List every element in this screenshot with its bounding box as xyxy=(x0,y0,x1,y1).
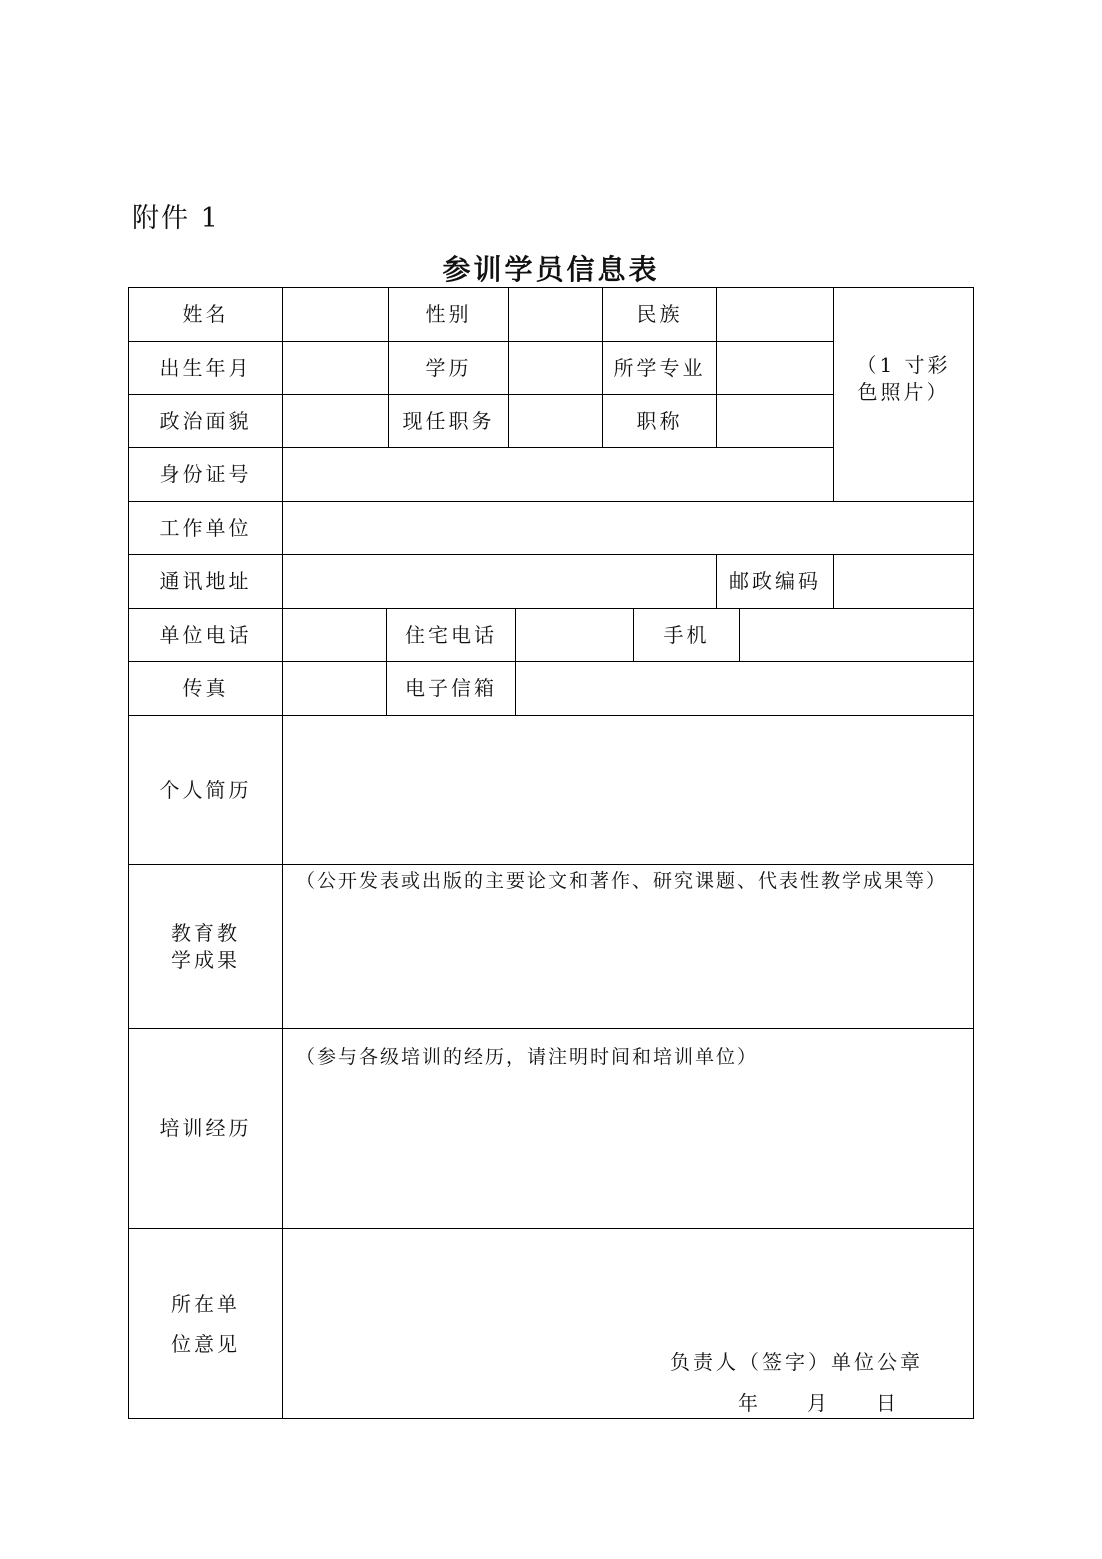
mobile-label: 手机 xyxy=(663,622,710,647)
workplace-label: 工作单位 xyxy=(159,515,252,540)
postcode-label: 邮政编码 xyxy=(729,569,821,593)
position-field[interactable] xyxy=(509,395,602,447)
birth-label: 出生年月 xyxy=(159,355,252,380)
title-rank-label: 职称 xyxy=(636,408,683,433)
id-label: 身份证号 xyxy=(159,462,252,486)
opinion-label xyxy=(129,1229,282,1418)
signature-line: 负责人（签字）单位公章 xyxy=(670,1350,923,1374)
achievements-note: （公开发表或出版的主要论文和著作、研究课题、代表性教学成果等） xyxy=(296,870,948,892)
ethnicity-field[interactable] xyxy=(717,288,833,341)
education-field[interactable] xyxy=(509,342,602,394)
gender-label: 性别 xyxy=(425,302,472,326)
table-border-right xyxy=(973,287,974,1419)
fax-label: 传真 xyxy=(182,676,229,700)
gender-field[interactable] xyxy=(509,288,602,341)
address-field[interactable] xyxy=(283,555,716,608)
home-phone-field[interactable] xyxy=(516,609,633,661)
resume-field[interactable] xyxy=(283,716,973,864)
photo-placeholder[interactable] xyxy=(834,288,973,501)
date-line: 年 月 日 xyxy=(738,1391,899,1415)
address-label: 通讯地址 xyxy=(159,569,252,593)
birth-field[interactable] xyxy=(283,342,388,394)
office-phone-field[interactable] xyxy=(283,609,386,661)
major-label: 所学专业 xyxy=(613,355,706,380)
table-border-bottom xyxy=(128,1418,974,1419)
form-title: 参训学员信息表 xyxy=(442,253,660,286)
office-phone-label: 单位电话 xyxy=(159,622,252,647)
position-label: 现任职务 xyxy=(402,408,495,433)
training-note: （参与各级培训的经历，请注明时间和培训单位） xyxy=(296,1046,759,1068)
achievements-label-text: 教育教学成果 xyxy=(171,920,240,972)
workplace-field[interactable] xyxy=(283,502,973,554)
opinion-label-text: 所在单位意见 xyxy=(171,1291,240,1356)
ethnicity-label: 民族 xyxy=(636,302,683,326)
mobile-field[interactable] xyxy=(740,609,973,661)
education-label: 学历 xyxy=(425,355,472,380)
fax-field[interactable] xyxy=(283,662,386,715)
postcode-field[interactable] xyxy=(834,555,973,608)
id-field[interactable] xyxy=(283,448,833,501)
home-phone-label: 住宅电话 xyxy=(405,622,497,647)
achievements-label xyxy=(129,865,282,1028)
email-label: 电子信箱 xyxy=(405,676,497,700)
title-rank-field[interactable] xyxy=(717,395,833,447)
training-label: 培训经历 xyxy=(159,1116,252,1140)
attachment-label: 附件 1 xyxy=(132,203,220,234)
email-field[interactable] xyxy=(516,662,973,715)
major-field[interactable] xyxy=(717,342,833,394)
name-label: 姓名 xyxy=(182,302,229,326)
political-label: 政治面貌 xyxy=(159,408,252,433)
name-field[interactable] xyxy=(283,288,388,341)
resume-label: 个人简历 xyxy=(159,777,252,802)
photo-note: （1 寸彩色照片） xyxy=(856,353,951,404)
political-field[interactable] xyxy=(283,395,388,447)
